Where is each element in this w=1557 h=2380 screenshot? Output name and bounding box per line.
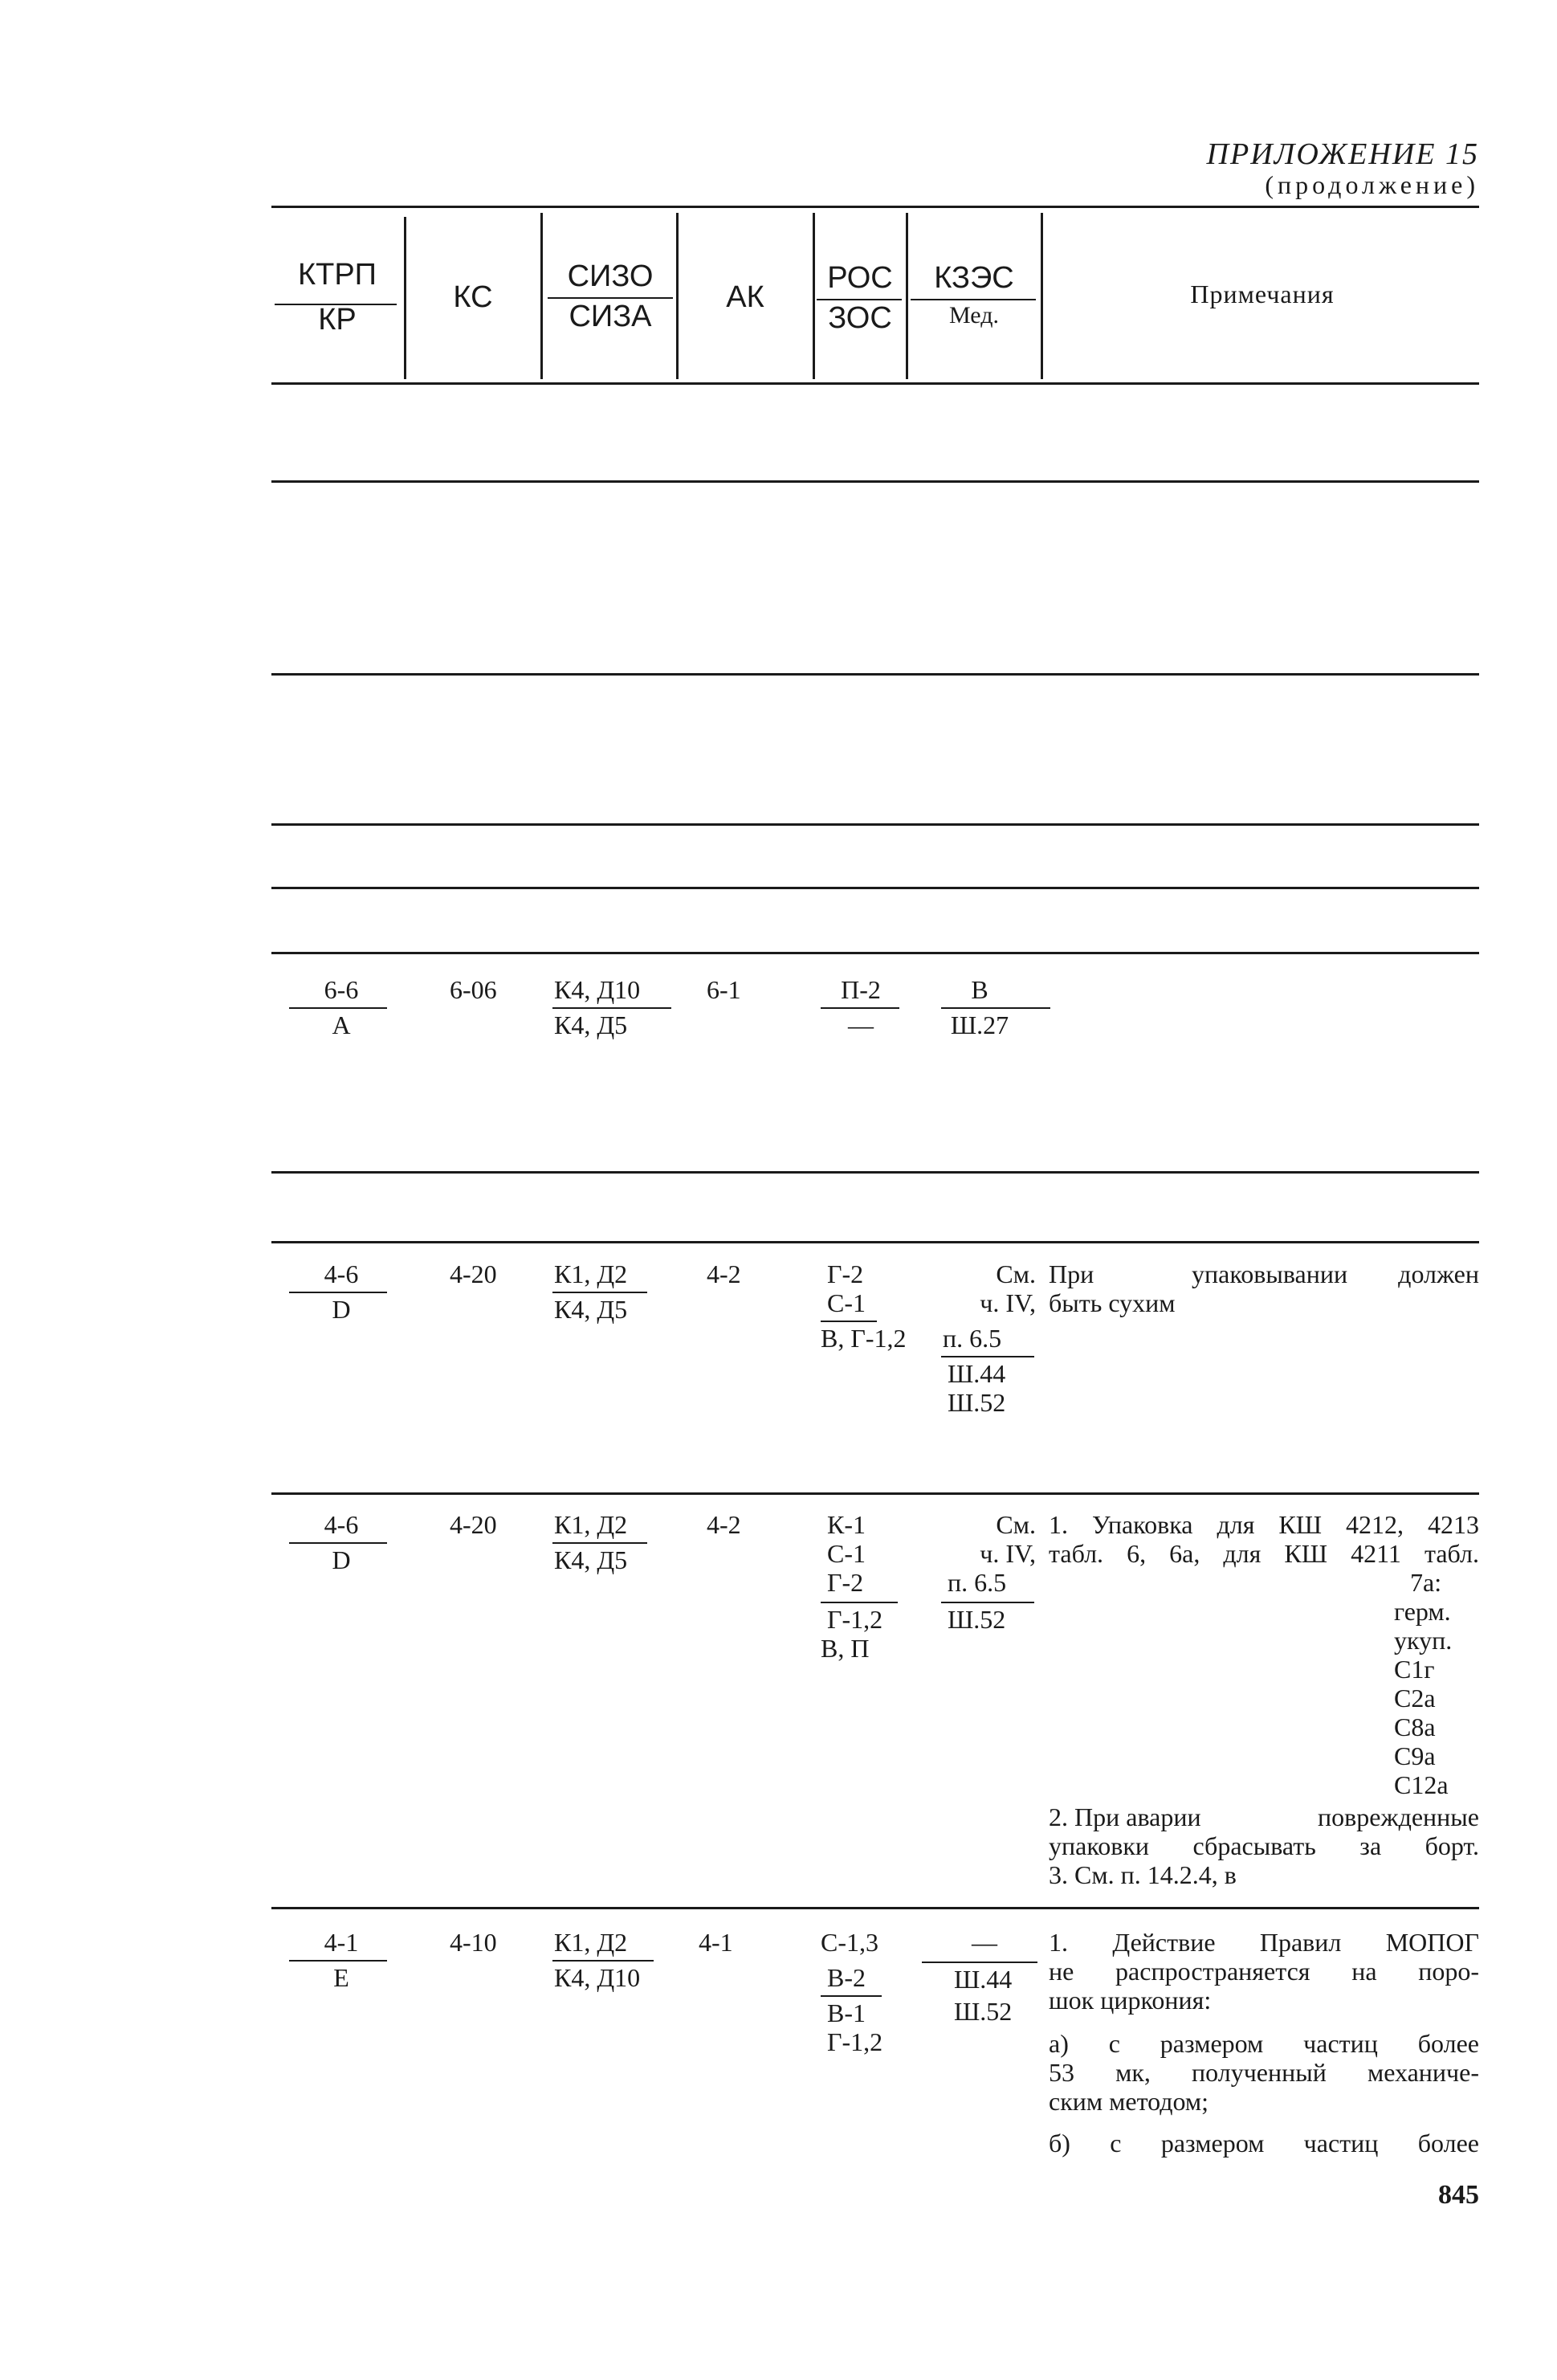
cell-note: б) с размером частиц более <box>1049 2129 1479 2158</box>
cell-ros: Г-2 <box>827 1568 864 1597</box>
cell-note: При <box>1049 1259 1094 1288</box>
cell-note: упаковывании <box>1192 1259 1348 1288</box>
cell-zos: Г-1,2 <box>827 2027 883 2056</box>
cell-note: 7а: <box>1410 1568 1442 1597</box>
cell-note: не распространяется на поро- <box>1049 1957 1479 1986</box>
header-bottom-rule <box>271 382 1479 385</box>
cell-kr: D <box>332 1545 351 1574</box>
cell-kzes: См. <box>996 1510 1036 1539</box>
fraction-line <box>821 1321 877 1322</box>
col-header-ak: АК <box>726 280 764 314</box>
cell-ks: 4-20 <box>450 1259 497 1288</box>
row-separator <box>271 1492 1479 1495</box>
fraction-line <box>289 1007 387 1009</box>
cell-kzes: п. 6.5 <box>943 1324 1002 1353</box>
row-separator <box>271 887 1479 889</box>
cell-ak: 4-2 <box>707 1510 741 1539</box>
cell-ak: 6-1 <box>707 975 741 1004</box>
cell-ros: С-1,3 <box>821 1928 878 1957</box>
col-header-ktrp: КТРП <box>297 258 377 292</box>
fraction-line <box>821 1602 898 1603</box>
cell-kzes: В <box>971 975 988 1004</box>
cell-ks: 4-20 <box>450 1510 497 1539</box>
cell-ros: К-1 <box>827 1510 866 1539</box>
cell-note: С12а <box>1394 1770 1449 1799</box>
header-divider <box>906 213 908 379</box>
cell-ks: 6-06 <box>450 975 497 1004</box>
fraction-line <box>821 1007 899 1009</box>
cell-ros: С-1 <box>827 1539 866 1568</box>
cell-ros: В-2 <box>827 1963 866 1992</box>
cell-ktrp: 4-6 <box>324 1510 359 1539</box>
cell-note: С1г <box>1394 1655 1435 1684</box>
cell-siza: К4, Д10 <box>554 1963 641 1992</box>
cell-ktrp: 6-6 <box>324 975 359 1004</box>
row-separator <box>271 1241 1479 1243</box>
fraction-line <box>289 1542 387 1544</box>
cell-siza: К4, Д5 <box>554 1010 628 1039</box>
cell-ros: С-1 <box>827 1288 866 1317</box>
cell-ros: Г-2 <box>827 1259 864 1288</box>
fraction-line <box>289 1292 387 1293</box>
col-header-kr: КР <box>318 303 357 337</box>
fraction-line <box>941 1007 1050 1009</box>
header-divider <box>813 213 815 379</box>
cell-note: С2а <box>1394 1684 1436 1713</box>
col-header-ros: РОС <box>827 261 893 295</box>
cell-note: 1. Действие Правил МОПОГ <box>1049 1928 1479 1957</box>
fraction-line <box>941 1602 1034 1603</box>
cell-sizo: К4, Д10 <box>554 975 641 1004</box>
header-divider <box>676 213 679 379</box>
fraction-line <box>552 1542 647 1544</box>
cell-note: 53 мк, полученный механиче- <box>1049 2058 1479 2087</box>
fraction-line <box>289 1960 387 1962</box>
cell-note: 1. Упаковка для КШ 4212, 4213 <box>1049 1510 1479 1539</box>
cell-note: быть сухим <box>1049 1288 1176 1317</box>
cell-note: ским методом; <box>1049 2087 1209 2116</box>
cell-note: поврежденные <box>1318 1802 1479 1831</box>
cell-note: герм. <box>1394 1597 1451 1626</box>
col-header-kzes: КЗЭС <box>934 261 1014 295</box>
cell-kzes: ч. IV, <box>980 1288 1036 1317</box>
cell-note: 2. При аварии <box>1049 1802 1201 1831</box>
row-separator <box>271 1907 1479 1909</box>
cell-siza: К4, Д5 <box>554 1295 628 1324</box>
header-divider <box>1041 213 1043 379</box>
row-separator <box>271 823 1479 826</box>
cell-zos: В, П <box>821 1634 870 1663</box>
cell-note: С9а <box>1394 1741 1436 1770</box>
fraction-line <box>552 1007 671 1009</box>
cell-note: а) с размером частиц более <box>1049 2029 1479 2058</box>
page-subtitle: (продолжение) <box>1265 170 1479 199</box>
cell-kzes: — <box>972 1928 997 1957</box>
cell-med: Ш.44 <box>948 1359 1006 1388</box>
cell-kr: Е <box>333 1963 349 1992</box>
cell-ros: П-2 <box>841 975 881 1004</box>
col-header-siza: СИЗА <box>569 300 652 333</box>
cell-note: С8а <box>1394 1713 1436 1741</box>
cell-note: упаковки сбрасывать за борт. <box>1049 1831 1479 1860</box>
cell-ktrp: 4-6 <box>324 1259 359 1288</box>
header-divider <box>540 213 543 379</box>
row-separator <box>271 952 1479 954</box>
col-header-med: Мед. <box>949 302 999 329</box>
cell-note: укуп. <box>1394 1626 1453 1655</box>
cell-note: шок циркония: <box>1049 1986 1212 2015</box>
row-separator <box>271 673 1479 676</box>
cell-med: Ш.52 <box>954 1997 1013 2026</box>
fraction-line <box>552 1292 647 1293</box>
cell-zos: В, Г-1,2 <box>821 1324 907 1353</box>
header-fraction-line <box>548 297 673 299</box>
cell-kzes: См. <box>996 1259 1036 1288</box>
cell-note: должен <box>1398 1259 1479 1288</box>
cell-kzes: ч. IV, <box>980 1539 1036 1568</box>
cell-note: 3. См. п. 14.2.4, в <box>1049 1860 1237 1889</box>
cell-ktrp: 4-1 <box>324 1928 359 1957</box>
col-header-sizo: СИЗО <box>567 259 654 293</box>
cell-zos: В-1 <box>827 1998 866 2027</box>
header-fraction-line <box>817 299 902 300</box>
cell-med: Ш.27 <box>950 1010 1009 1039</box>
header-divider <box>404 217 406 379</box>
page-title: ПРИЛОЖЕНИЕ 15 <box>1206 137 1479 171</box>
fraction-line <box>922 1962 1037 1963</box>
cell-sizo: К1, Д2 <box>554 1928 628 1957</box>
fraction-line <box>552 1960 654 1962</box>
page-number: 845 <box>1438 2180 1479 2210</box>
header-fraction-line <box>911 299 1036 300</box>
row-separator <box>271 480 1479 483</box>
cell-ks: 4-10 <box>450 1928 497 1957</box>
cell-note: табл. 6, 6а, для КШ 4211 табл. <box>1049 1539 1479 1568</box>
fraction-line <box>821 1995 882 1997</box>
fraction-line <box>941 1356 1034 1357</box>
cell-med: Ш.52 <box>948 1388 1006 1417</box>
col-header-zos: ЗОС <box>828 301 892 335</box>
cell-kzes: п. 6.5 <box>948 1568 1007 1597</box>
cell-kr: D <box>332 1295 351 1324</box>
cell-zos: Г-1,2 <box>827 1605 883 1634</box>
cell-med: Ш.52 <box>948 1605 1006 1634</box>
cell-kr: А <box>332 1010 351 1039</box>
cell-med: Ш.44 <box>954 1965 1013 1994</box>
row-separator <box>271 1171 1479 1174</box>
cell-zos: — <box>848 1010 874 1039</box>
cell-ak: 4-1 <box>699 1928 733 1957</box>
header-top-rule <box>271 206 1479 208</box>
cell-siza: К4, Д5 <box>554 1545 628 1574</box>
col-header-notes: Примечания <box>1190 280 1335 308</box>
cell-sizo: К1, Д2 <box>554 1259 628 1288</box>
cell-ak: 4-2 <box>707 1259 741 1288</box>
cell-sizo: К1, Д2 <box>554 1510 628 1539</box>
col-header-ks: КС <box>453 280 493 314</box>
